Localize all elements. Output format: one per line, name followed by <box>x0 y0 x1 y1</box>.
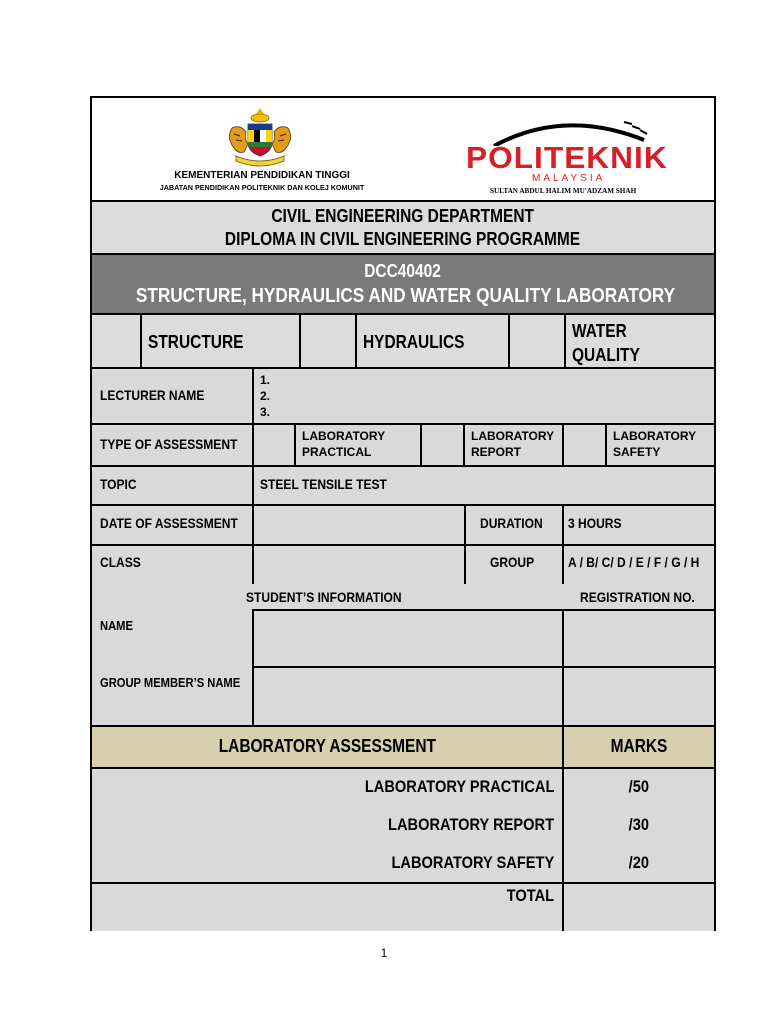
marks-safety[interactable]: /20 <box>628 853 650 872</box>
registration-field[interactable] <box>564 610 714 666</box>
assessment-row-report: LABORATORY REPORT <box>388 815 554 834</box>
lecturer-names[interactable]: 1. 2. 3. <box>260 373 271 419</box>
assessment-row-safety: LABORATORY SAFETY <box>391 853 554 872</box>
group-member-registration-field[interactable] <box>564 667 714 726</box>
group-label: GROUP <box>490 554 535 570</box>
course-code: DCC40402 <box>364 261 442 281</box>
practical-option: LABORATORY PRACTICAL <box>302 429 386 459</box>
assessment-row-practical: LABORATORY PRACTICAL <box>364 777 554 796</box>
department-name: CIVIL ENGINEERING DEPARTMENT <box>271 206 535 226</box>
topic-label: TOPIC <box>100 476 137 492</box>
total-marks-field[interactable] <box>564 884 714 929</box>
structure-label: STRUCTURE <box>148 332 244 352</box>
date-field[interactable] <box>254 505 464 544</box>
structure-checkbox[interactable] <box>92 315 140 367</box>
safety-option: LABORATORY SAFETY <box>613 429 697 459</box>
report-checkbox[interactable] <box>422 424 464 465</box>
assessment-type-label: TYPE OF ASSESSMENT <box>100 436 238 452</box>
page-number: 1 <box>380 946 388 960</box>
name-label: NAME <box>100 618 133 633</box>
programme-name: DIPLOMA IN CIVIL ENGINEERING PROGRAMME <box>225 229 581 249</box>
course-title: STRUCTURE, HYDRAULICS AND WATER QUALITY LABORATORY <box>135 285 676 307</box>
marks-practical[interactable]: /50 <box>628 777 650 796</box>
group-member-label: GROUP MEMBER’S NAME <box>100 675 241 690</box>
class-label: CLASS <box>100 554 141 570</box>
safety-checkbox[interactable] <box>564 424 606 465</box>
registration-label: REGISTRATION NO. <box>580 589 695 605</box>
student-info-label: STUDENT’S INFORMATION <box>246 589 402 605</box>
hydraulics-checkbox[interactable] <box>301 315 355 367</box>
marks-header-label: MARKS <box>610 736 668 756</box>
water-quality-label: WATER QUALITY <box>572 321 640 365</box>
ministry-department: JABATAN PENDIDIKAN POLITEKNIK DAN KOLEJ KOMUNIT <box>159 183 365 192</box>
politeknik-country: MALAYSIA <box>532 173 606 184</box>
politeknik-logo <box>464 114 678 198</box>
report-option: LABORATORY REPORT <box>471 429 555 459</box>
marks-report[interactable]: /30 <box>628 815 650 834</box>
assessment-form <box>90 96 716 931</box>
assessment-header-label: LABORATORY ASSESSMENT <box>218 736 436 756</box>
ministry-logo <box>140 104 384 194</box>
group-member-field[interactable] <box>254 667 562 726</box>
coat-of-arms-icon <box>224 106 296 168</box>
date-label: DATE OF ASSESSMENT <box>100 515 238 531</box>
duration-value: 3 HOURS <box>568 515 622 531</box>
group-value[interactable]: A / B/ C/ D / E / F / G / H <box>568 554 700 570</box>
topic-value[interactable]: STEEL TENSILE TEST <box>260 476 387 492</box>
lecturer-label: LECTURER NAME <box>100 387 205 403</box>
duration-label: DURATION <box>480 515 543 531</box>
practical-checkbox[interactable] <box>254 424 294 465</box>
ministry-name: KEMENTERIAN PENDIDIKAN TINGGI <box>174 170 350 181</box>
hydraulics-label: HYDRAULICS <box>363 332 465 352</box>
water-quality-checkbox[interactable] <box>510 315 564 367</box>
politeknik-campus: SULTAN ABDUL HALIM MU'ADZAM SHAH <box>490 187 637 195</box>
politeknik-wordmark: POLITEKNIK <box>466 140 668 175</box>
class-field[interactable] <box>254 545 464 584</box>
total-label: TOTAL <box>506 886 554 905</box>
student-name-field[interactable] <box>254 610 562 666</box>
